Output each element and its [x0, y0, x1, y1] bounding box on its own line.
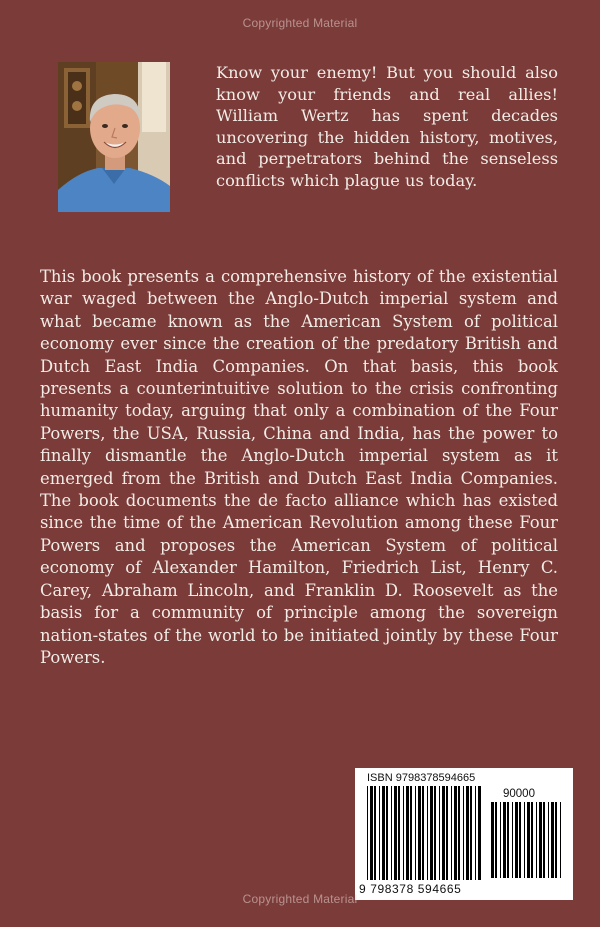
barcode-bar	[394, 786, 397, 880]
barcode-bar	[495, 802, 497, 878]
barcode-bar	[519, 802, 521, 878]
author-portrait-image	[58, 62, 170, 212]
barcode-bar	[382, 786, 385, 880]
barcode-bar	[442, 786, 445, 880]
barcode-bar	[531, 802, 533, 878]
barcode-bar	[560, 802, 561, 878]
barcode-bar	[551, 802, 554, 878]
barcode-bar	[515, 802, 518, 878]
barcode-bar	[543, 802, 545, 878]
barcode-bar	[406, 786, 409, 880]
barcode-bar	[503, 802, 506, 878]
barcode-bar	[379, 786, 380, 880]
barcode-bar	[458, 786, 460, 880]
barcode-bar	[391, 786, 392, 880]
barcode-bar	[527, 802, 530, 878]
barcode-bar	[475, 786, 476, 880]
isbn-label: ISBN 9798378594665	[367, 772, 476, 784]
barcode-bar	[466, 786, 469, 880]
barcode-bar	[434, 786, 436, 880]
barcode-bar	[470, 786, 472, 880]
barcode-bar	[418, 786, 421, 880]
barcode-bar	[454, 786, 457, 880]
barcode-bar	[478, 786, 481, 880]
author-bio: Know your enemy! But you should also know your friends and real allies! William Wertz has spent decades uncovering the hidden history, motives, and perpetrators behind the senseless conflicts which plague us today.	[216, 63, 558, 190]
barcode-bar	[422, 786, 424, 880]
barcode-bar	[512, 802, 513, 878]
barcode-bar	[463, 786, 464, 880]
book-description: This book presents a comprehensive history of the existential war waged between the Anglo-Dutch imperial system and what became known as the American System of political economy ever since the creation of the predatory British and Dutch East India Companies. On that basis, this book presents a counterintuitive solution to the crisis confronting humanity today, arguing that only a combination of the Four Powers, the USA, Russia, China and India, has the power to finally dismantle the Anglo-Dutch imperial system as it emerged from the British and Dutch East India Companies. The book documents the de facto alliance which has existed since the time of the American Revolution among these Four Powers and proposes the American System of political economy of Alexander Hamilton, Friedrich List, Henry C. Carey, Abraham Lincoln, and Franklin D. Roosevelt as the basis for a community of principle among the sovereign nation-states of the world to be initiated jointly by these Four Powers.	[40, 267, 558, 667]
barcode-bar	[524, 802, 525, 878]
barcode-digits: 9 798378 594665	[359, 882, 462, 896]
barcode-bar	[539, 802, 542, 878]
barcode-bar	[367, 786, 368, 880]
barcode-bar	[386, 786, 388, 880]
barcode-bar	[491, 802, 494, 878]
barcode-bar	[500, 802, 501, 878]
barcode-bar	[427, 786, 428, 880]
isbn-barcode	[355, 768, 573, 900]
copyright-watermark-top: Copyrighted Material	[242, 16, 358, 30]
copyright-watermark-bottom: Copyrighted Material	[242, 892, 358, 906]
price-code: 90000	[503, 788, 535, 800]
barcode-bar	[403, 786, 404, 880]
barcode-bar	[507, 802, 509, 878]
barcode-bar	[451, 786, 452, 880]
barcode-bar	[415, 786, 416, 880]
barcode-bar	[430, 786, 433, 880]
author-photo	[58, 62, 170, 212]
barcode-bars	[355, 768, 573, 900]
barcode-bar	[410, 786, 412, 880]
barcode-bar	[370, 786, 373, 880]
barcode-bar	[548, 802, 549, 878]
barcode-bar	[555, 802, 557, 878]
barcode-bar	[446, 786, 448, 880]
barcode-bar	[398, 786, 400, 880]
barcode-bar	[374, 786, 376, 880]
barcode-bar	[439, 786, 440, 880]
barcode-bar	[536, 802, 537, 878]
